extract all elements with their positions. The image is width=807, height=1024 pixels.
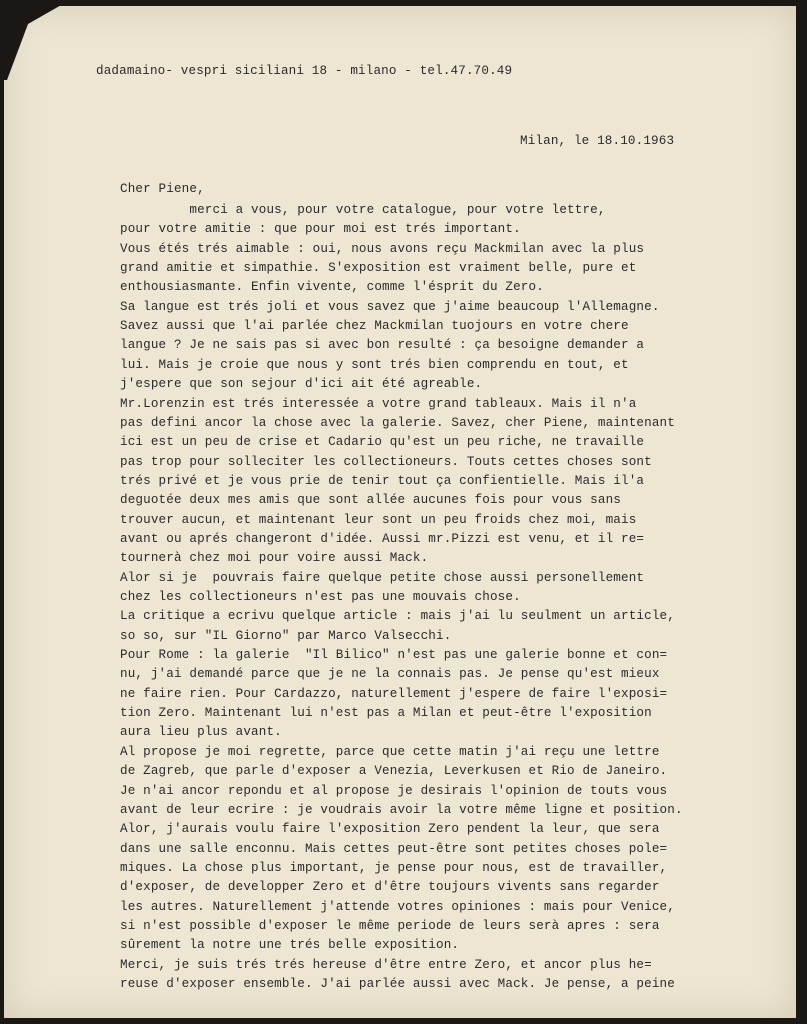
letter-body-line: Alor, j'aurais voulu faire l'exposition Zero pendent la leur, que sera xyxy=(120,822,660,837)
letter-body-line: Savez aussi que l'ai parlée chez Mackmilan tuojours en votre chere xyxy=(120,319,629,334)
letter-body-line: grand amitie et simpathie. S'exposition est vraiment belle, pure et xyxy=(120,261,637,276)
letter-body-line: aura lieu plus avant. xyxy=(120,725,282,740)
letter-body-line: dans une salle enconnu. Mais cettes peut-être sont petites choses pole= xyxy=(120,841,668,856)
letter-body-line: si n'est possible d'exposer le même periode de leurs serà apres : sera xyxy=(120,918,660,933)
letter-body-line: tournerà chez moi pour voire aussi Mack. xyxy=(120,551,429,566)
letter-body-line: ici est un peu de crise et Cadario qu'est un peu riche, ne travaille xyxy=(120,435,645,450)
letter-body-line: de Zagreb, que parle d'exposer a Venezia, Leverkusen et Rio de Janeiro. xyxy=(120,764,668,779)
letter-body-line: d'exposer, de developper Zero et d'être toujours vivents sans regarder xyxy=(120,880,660,895)
letter-body-line: deguotée deux mes amis que sont allée aucunes fois pour vous sans xyxy=(120,493,621,508)
letter-body-line: Pour Rome : la galerie "Il Bilico" n'est pas une galerie bonne et con= xyxy=(120,648,668,663)
letter-body-line: chez les collectioneurs n'est pas une mouvais chose. xyxy=(120,590,521,604)
letter-body-line: so so, sur "IL Giorno" par Marco Valsecchi. xyxy=(120,628,452,643)
letter-body-line: La critique a ecrivu quelque article : mais j'ai lu seulment un article, xyxy=(120,609,675,624)
letter-body-line: avant ou aprés changeront d'idée. Aussi mr.Pizzi est venu, et il re= xyxy=(120,531,645,546)
typed-letter xyxy=(4,6,683,991)
letter-body-line: Sa langue est trés joli et vous savez que j'aime beaucoup l'Allemagne. xyxy=(120,299,660,314)
salutation: Cher Piene, xyxy=(120,182,205,196)
letter-body-line: Mr.Lorenzin est trés interessée a votre grand tableaux. Mais il n'a xyxy=(120,396,637,411)
letter-body-line: trés privé et je vous prie de tenir tout ça confientielle. Mais il'a xyxy=(120,473,645,488)
letter-body-line: lui. Mais je croie que nous y sont trés bien comprendu en tout, et xyxy=(120,357,629,372)
letter-body-line: enthousiasmante. Enfin vivente, comme l'ésprit du Zero. xyxy=(120,280,544,295)
letter-body-line: nu, j'ai demandé parce que je ne la connais pas. Je pense qu'est mieux xyxy=(120,667,660,682)
letter-body-line: pas trop pour solleciter les collectioneurs. Touts cettes choses sont xyxy=(120,454,652,469)
letter-body-line: pas defini ancor la chose avec la galerie. Savez, cher Piene, maintenant xyxy=(120,415,675,430)
letter-body-line: Vous étés trés aimable : oui, nous avons reçu Mackmilan avec la plus xyxy=(120,241,645,256)
letter-body-line: merci a vous, pour votre catalogue, pour votre lettre, xyxy=(120,203,606,217)
letter-body-line: miques. La chose plus important, je pense pour nous, est de travailler, xyxy=(120,860,668,875)
letter-body-line: Al propose je moi regrette, parce que cette matin j'ai reçu une lettre xyxy=(120,744,660,759)
letter-body-line: trouver aucun, et maintenant leur sont un peu froids chez moi, mais xyxy=(120,512,637,527)
letter-body-line: j'espere que son sejour d'ici ait été agreable. xyxy=(120,377,483,392)
letter-body-line: langue ? Je ne sais pas si avec bon resulté : ça besoigne demander a xyxy=(120,338,645,353)
letter-date: Milan, le 18.10.1963 xyxy=(520,134,675,148)
letter-body-line: ne faire rien. Pour Cardazzo, naturellement j'espere de faire l'exposi= xyxy=(120,686,668,701)
letter-body-line: Alor si je pouvrais faire quelque petite chose aussi personellement xyxy=(120,570,645,585)
letter-body-line: les autres. Naturellement j'attende votres opiniones : mais pour Venice, xyxy=(120,899,675,914)
letter-body-line: sûrement la notre une trés belle exposition. xyxy=(120,938,460,953)
letter-body-line: Merci, je suis trés trés hereuse d'être entre Zero, et ancor plus he= xyxy=(120,957,652,972)
letter-body-line: avant de leur ecrire : je voudrais avoir la votre même ligne et position. xyxy=(120,802,683,817)
letter-body-line: reuse d'exposer ensemble. J'ai parlée aussi avec Mack. Je pense, a peine xyxy=(120,977,675,991)
letter-body-line: pour votre amitie : que pour moi est trés important. xyxy=(120,222,521,237)
letterhead-address: dadamaino- vespri siciliani 18 - milano - tel.47.70.49 xyxy=(96,64,513,78)
letter-body-line: Je n'ai ancor repondu et al propose je desirais l'opinion de touts vous xyxy=(120,783,668,798)
letter-body-line: tion Zero. Maintenant lui n'est pas a Milan et peut-être l'exposition xyxy=(120,706,652,721)
letter-sheet xyxy=(4,6,796,1018)
